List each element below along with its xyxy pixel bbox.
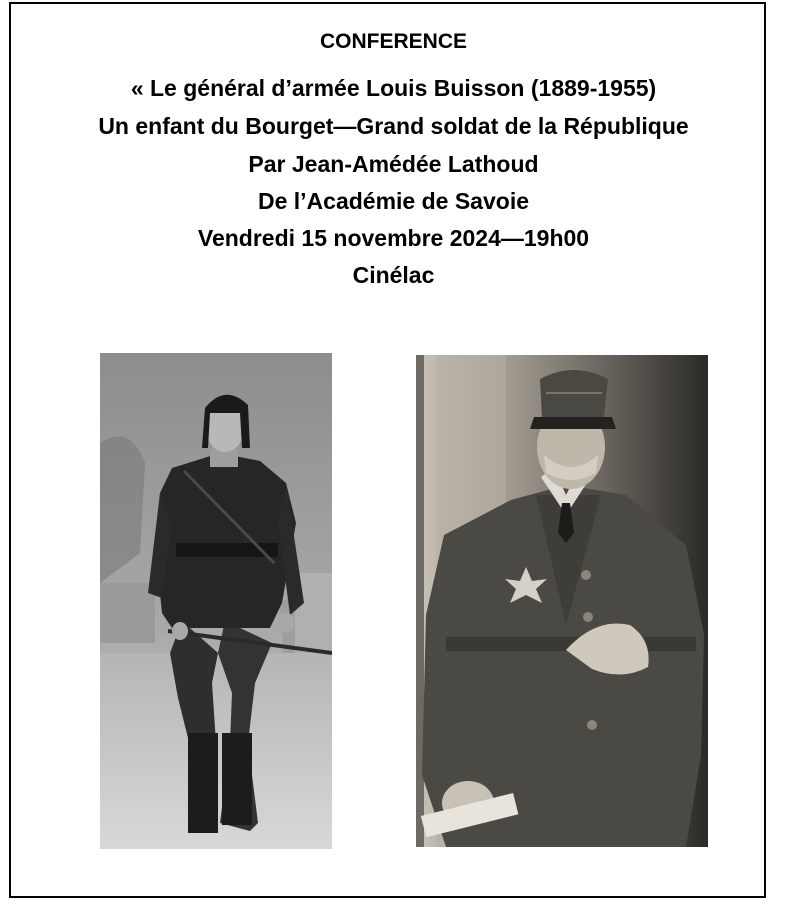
older-general-illustration <box>416 355 708 847</box>
young-officer-illustration <box>100 353 332 849</box>
talk-title-line: « Le général d’armée Louis Buisson (1889-1955) <box>130 75 657 101</box>
photo-young-officer <box>100 353 332 849</box>
talk-subtitle-line: Un enfant du Bourget—Grand soldat de la République <box>98 113 689 139</box>
conference-title: CONFERENCE <box>319 30 467 53</box>
speaker-affiliation-line: De l’Académie de Savoie <box>257 188 529 214</box>
photo-older-general <box>416 355 708 847</box>
venue-line: Cinélac <box>352 262 435 288</box>
date-time-line: Vendredi 15 novembre 2024—19h00 <box>197 225 590 251</box>
speaker-line: Par Jean-Amédée Lathoud <box>248 151 539 177</box>
